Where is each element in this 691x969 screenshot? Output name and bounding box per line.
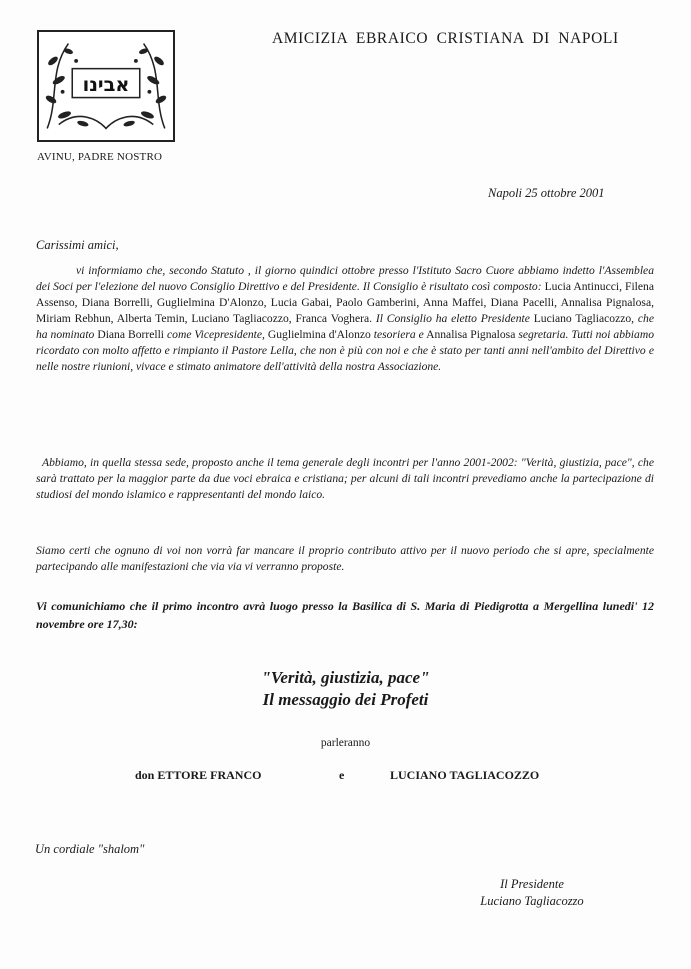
- organization-name: AMICIZIA EBRAICO CRISTIANA DI NAPOLI: [272, 30, 619, 47]
- signature-name: Luciano Tagliacozzo: [480, 894, 584, 908]
- speakers-label: parleranno: [320, 737, 371, 749]
- p1-part-f: Diana Borrelli: [94, 328, 167, 341]
- event-title-line1: "Verità, giustizia, pace": [261, 668, 430, 687]
- p1-part-c: Il Consiglio ha eletto Presidente: [375, 312, 530, 325]
- speaker-2: LUCIANO TAGLIACOZZO: [390, 768, 540, 782]
- paragraph-council: [36, 263, 654, 375]
- greeting: Carissimi amici,: [36, 238, 119, 252]
- paragraph-contribution: Siamo certi che ognuno di voi non vorrà far mancare il proprio contributo attivo per il nuovo periodo che si apre, specialmente partecipando alle manifestazioni che via via vi verranno proposte.: [36, 544, 654, 573]
- motto: AVINU, PADRE NOSTRO: [37, 151, 163, 163]
- p1-part-k: segretaria. Tutti noi abbiamo ricordato con molto affetto e rimpianto il Pastore Lella, che non è più con noi e che è stato per tanti anni nell'ambito del Direttivo e nelle nostre riunioni, vivace e stimato animatore dell'attività della nostra Associazione.: [36, 328, 654, 373]
- p1-part-h: Guglielmina d'Alonzo: [264, 328, 374, 341]
- signature-role: Il Presidente: [500, 877, 564, 891]
- speaker-conjunction: e: [339, 768, 345, 782]
- closing-salutation: Un cordiale "shalom": [35, 842, 145, 856]
- speaker-1: don ETTORE FRANCO: [135, 768, 262, 782]
- p1-part-d: Luciano Tagliacozzo,: [529, 312, 638, 325]
- event-title: [0, 667, 691, 711]
- p1-part-e: che ha nominato: [36, 312, 654, 341]
- p1-part-i: tesoriera e: [373, 328, 424, 341]
- p1-part-g: come Vicepresidente,: [167, 328, 265, 341]
- paragraph-first-meeting: Vi comunichiamo che il primo incontro avrà luogo presso la Basilica di S. Maria di Piedigrotta a Mergellina lunedi' 12 novembre ore 17,30:: [36, 599, 654, 631]
- letter-date: Napoli 25 ottobre 2001: [488, 186, 605, 200]
- association-logo: [37, 30, 175, 142]
- p1-part-b: Lucia Antinucci, Filena Assenso, Diana Borrelli, Guglielmina D'Alonzo, Lucia Gabai, Paolo Gamberini, Anna Maffei, Diana Pacelli, Annalisa Pignalosa, Miriam Rebhun, Alberta Temin, Luciano Tagliacozzo, Franca Voghera.: [36, 280, 654, 325]
- event-title-line2: Il messaggio dei Profeti: [262, 690, 429, 709]
- p1-part-a: vi informiamo che, secondo Statuto , il giorno quindici ottobre presso l'Istituto Sacro Cuore abbiamo indetto l'Assemblea dei Soci per l'elezione del nuovo Consiglio Direttivo e del Presidente. Il Consiglio è risultato così composto:: [36, 264, 654, 293]
- logo-hebrew-text: אבינו: [82, 72, 130, 96]
- olive-branch-logo-icon: [39, 32, 173, 140]
- p1-part-j: Annalisa Pignalosa: [423, 328, 519, 341]
- p2-text: Abbiamo, in quella stessa sede, proposto anche il tema generale degli incontri per l'anno 2001-2002: "Verità, giustizia, pace", che sarà trattato per la maggior parte da due voci ebraica e cristiana; per alcuni di tali incontri prevediamo anche la partecipazione di studiosi del mondo islamico e rappresentanti del mondo laico.: [36, 456, 654, 501]
- paragraph-theme: [36, 455, 654, 503]
